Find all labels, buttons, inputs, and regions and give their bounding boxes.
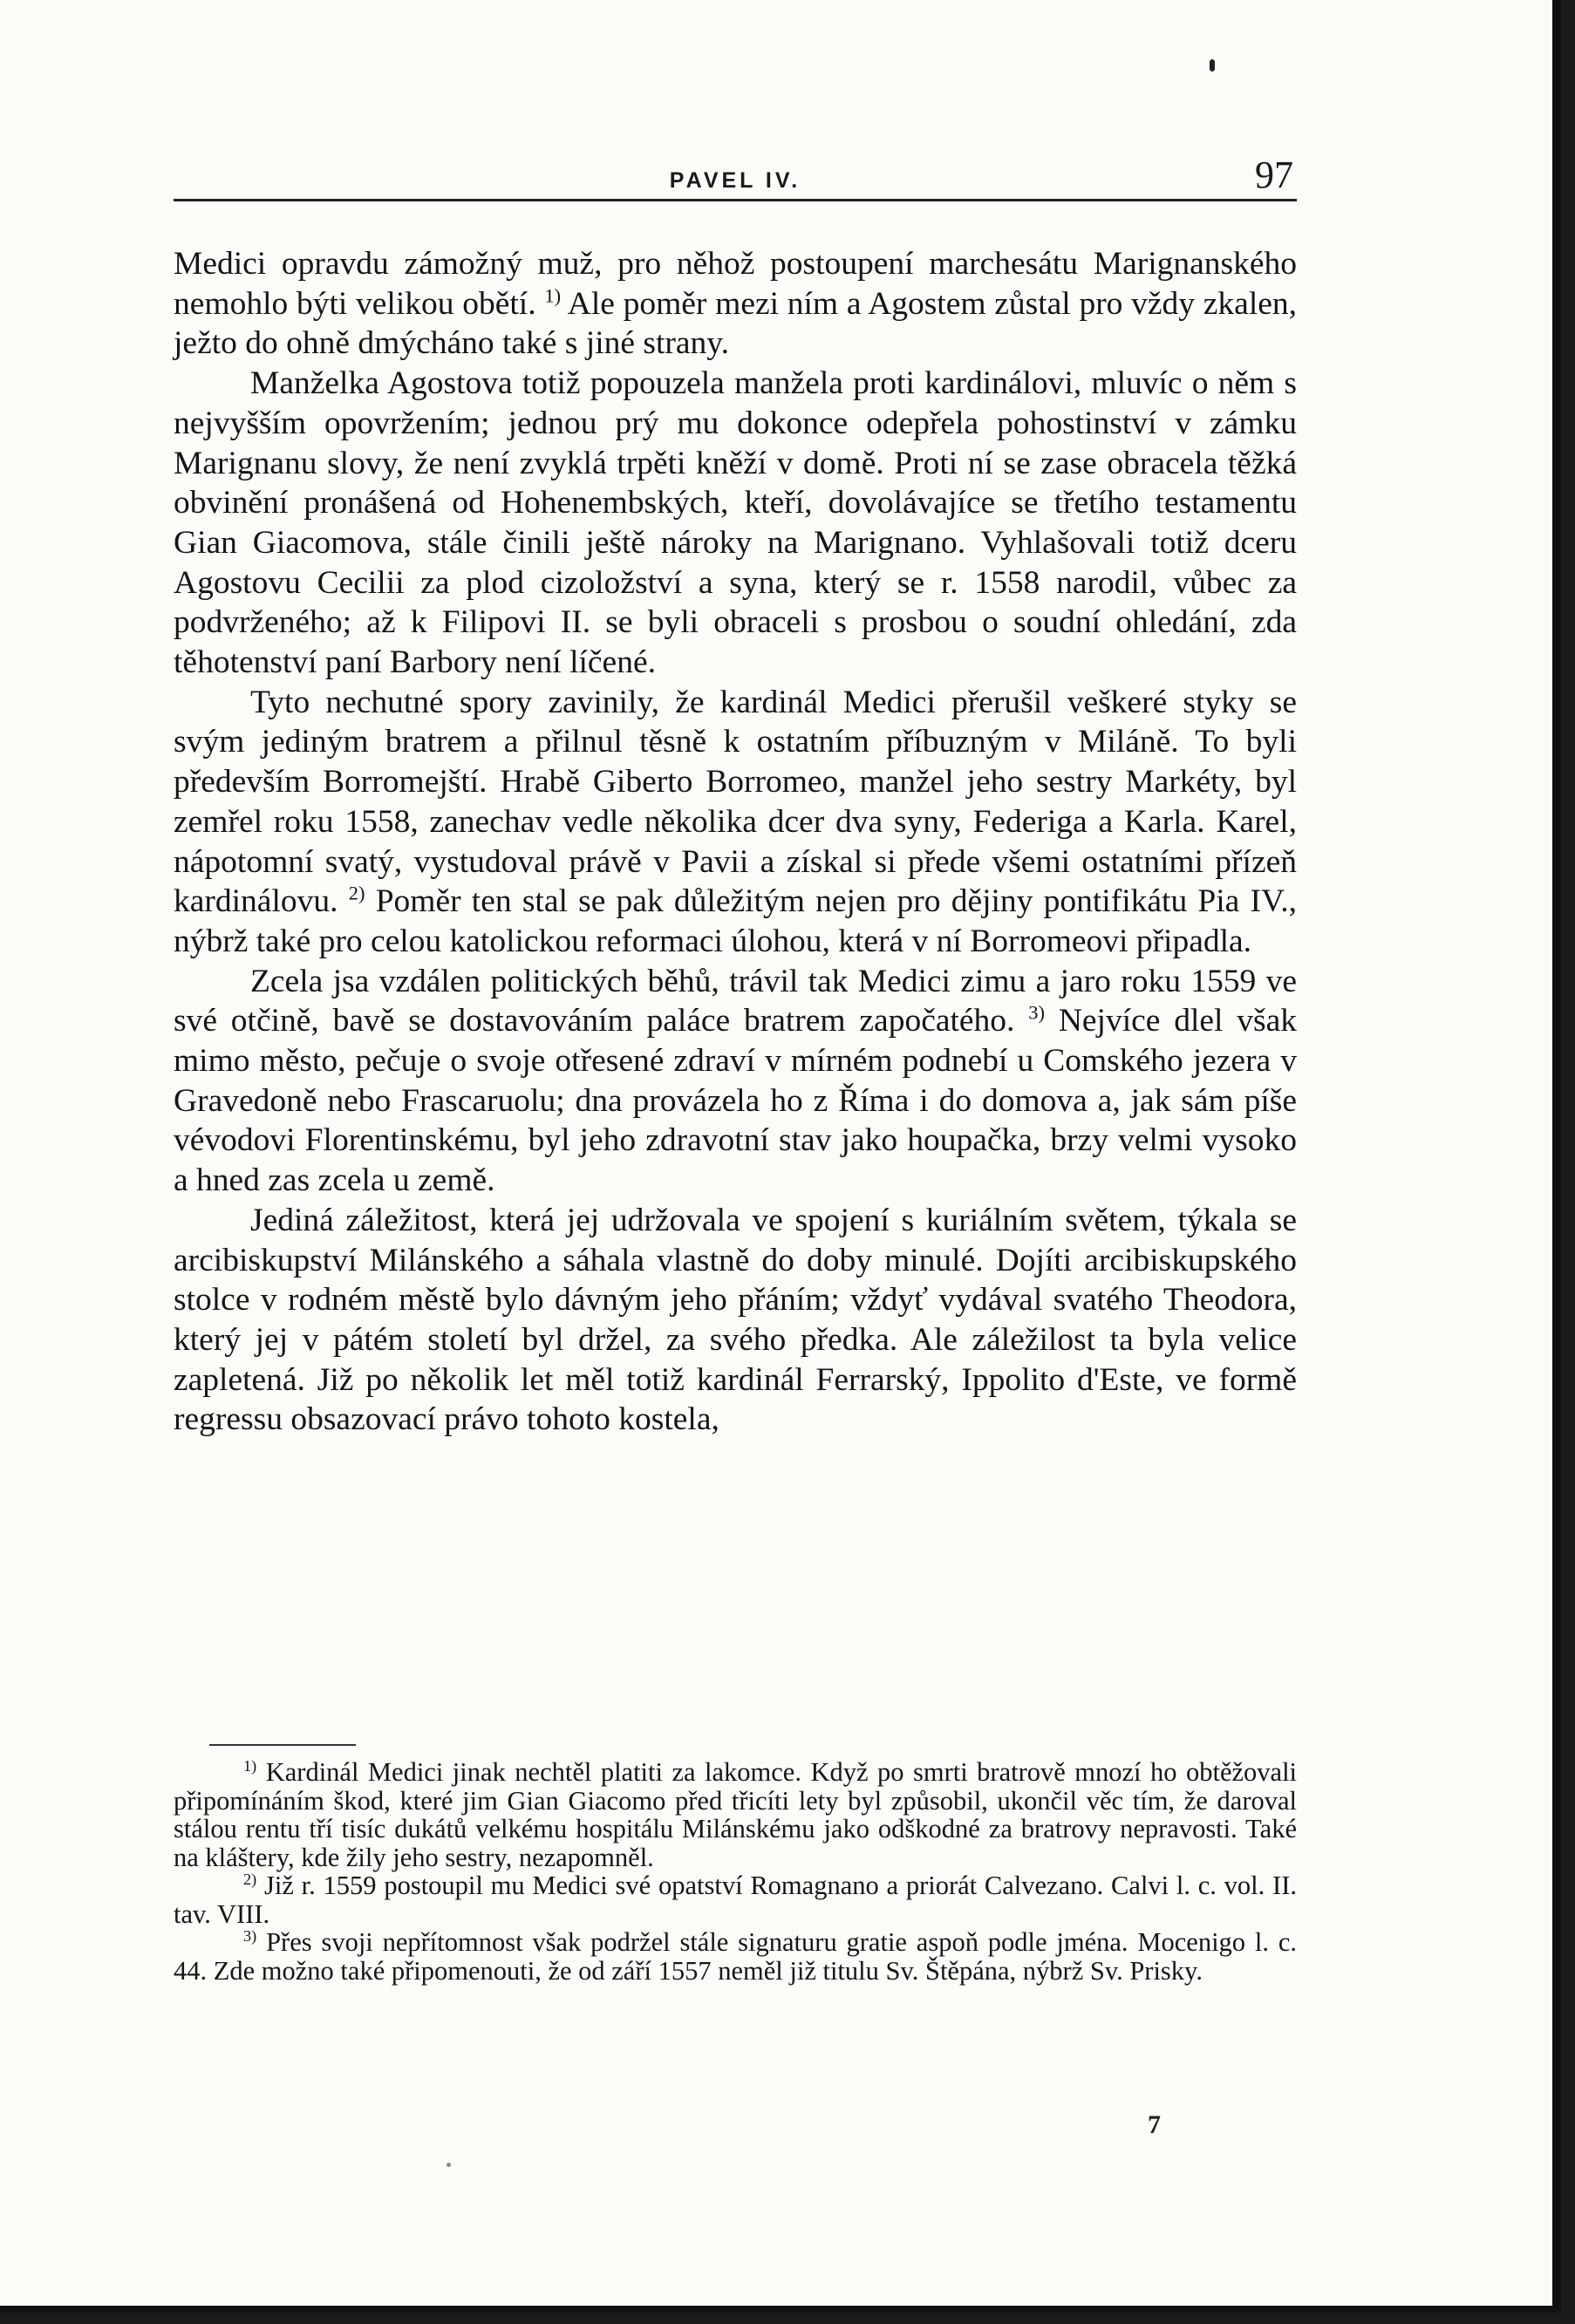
footnote-number: 2): [243, 1870, 257, 1888]
footnote-marker: 3): [1028, 1001, 1045, 1024]
page-header: [174, 148, 1297, 201]
ink-speck: [1210, 59, 1215, 72]
footnote-number: 1): [243, 1756, 257, 1775]
printer-signature-mark: 7: [1148, 2110, 1161, 2139]
footnote: [174, 1758, 1297, 1871]
footnote-marker: 1): [544, 284, 562, 307]
footnotes: [174, 1758, 1297, 1985]
paragraph: Manželka Agostova totiž popouzela manžela proti kardinálovi, mluvíc o něm s nejvyšším opovržením; jednou prý mu dokonce odepřela pohostinství v zámku Marignanu slovy, že není zvyklá trpěti kněží v domě. Proti ní se zase obracela těžká obvinění pronášená od Hohenembských, kteří, dovolávajíce se třetího testamentu Gian Giacomova, stále činili ještě nároky na Marignano. Vyhlašovali totiž dceru Agostovu Cecilii za plod cizoložství a syna, který se r. 1558 narodil, vůbec za podvrženého; až k Filipovi II. se byli obraceli s prosbou o soudní ohledání, zda těhotenství paní Barbory není líčené.: [174, 365, 1297, 681]
footnote-marker: 2): [348, 882, 365, 904]
paragraph: Jediná záležitost, která jej udržovala ve spojení s kuriálním světem, týkala se arcibiskupství Milánského a sáhala vlastně do doby minulé. Dojíti arcibiskupského stolce v rodném městě bylo dávným jeho přáním; vždyť vydával svatého Theodora, který jej v pátém století byl držel, za svého předka. Ale záležilost ta byla velice zapletená. Již po několik let měl totiž kardinál Ferrarský, Ippolito d'Este, ve formě regressu obsazovací právo tohoto kostela,: [174, 1202, 1297, 1438]
footnote-number: 3): [243, 1926, 257, 1945]
footnote: [174, 1871, 1297, 1928]
paragraph: Zcela jsa vzdálen politických běhů, trávil tak Medici zimu a jaro roku 1559 ve své otčině, bavě se dostavováním paláce bratrem započatého. $^{3)}$ Nejvíce dlel však mimo město, pečuje o svoje otřesené zdraví v mírném podnebí u Comského jezera v Gravedoně nebo Frascaruolu; dna provázela ho z Říma i do domova a, jak sám píše vévodovi Florentinskému, byl jeho zdravotní stav jako houpačka, brzy velmi vysoko a hned zas zcela u země.: [174, 963, 1298, 1199]
paragraph: Tyto nechutné spory zavinily, že kardinál Medici přerušil veškeré styky se svým jediným bratrem a přilnul těsně k ostatním příbuzným v Miláně. To byli především Borromejští. Hrabě Giberto Borromeo, manžel jeho sestry Markéty, byl zemřel roku 1558, zanechav vedle několika dcer dva syny, Federiga a Karla. Karel, nápotomní svatý, vystudoval právě v Pavii a získal si přede všemi ostatními přízeň kardinálovu. $^{2)}$ Poměr ten stal se pak důležitým nejen pro dějiny pontifikátu Pia IV., nýbrž také pro celou katolickou reformaci úlohou, která v ní Borromeovi připadla.: [174, 684, 1298, 959]
footnote: [174, 1928, 1297, 1985]
page-number: 97: [1255, 153, 1293, 196]
footnote-divider: [209, 1744, 356, 1746]
footnote-text: Již r. 1559 postoupil mu Medici své opatství Romagnano a priorát Calvezano. Calvi l. c. vol. II. tav. VIII.: [174, 1871, 1297, 1929]
ink-speck: [447, 2163, 451, 2167]
paragraph: Medici opravdu zámožný muž, pro něhož postoupení marchesátu Marignanského nemohlo býti velikou obětí. $^{1)}$ Ale poměr mezi ním a Agostem zůstal pro vždy zkalen, ježto do ohně dmýcháno také s jiné strany.: [174, 246, 1298, 362]
body-text: [174, 244, 1297, 1440]
running-head: PAVEL IV.: [669, 168, 801, 193]
footnote-text: Přes svoji nepřítomnost však podržel stále signaturu gratie aspoň podle jména. Mocenigo l. c. 44. Zde možno také připomenouti, že od září 1557 neměl již titulu Sv. Štěpána, nýbrž Sv. Prisky.: [174, 1927, 1297, 1986]
footnote-text: Kardinál Medici jinak nechtěl platiti za lakomce. Když po smrti bratrově mnozí ho obtěžovali připomínáním škod, které jim Gian Giacomo před třicíti lety byl způsobil, ukončil věc tím, že daroval stálou rentu tří tisíc dukátů velkému hospitálu Milánskému jako odškodné za bratrovy nepravosti. Také na kláštery, kde žily jeho sestry, nezapomněl.: [174, 1757, 1298, 1872]
